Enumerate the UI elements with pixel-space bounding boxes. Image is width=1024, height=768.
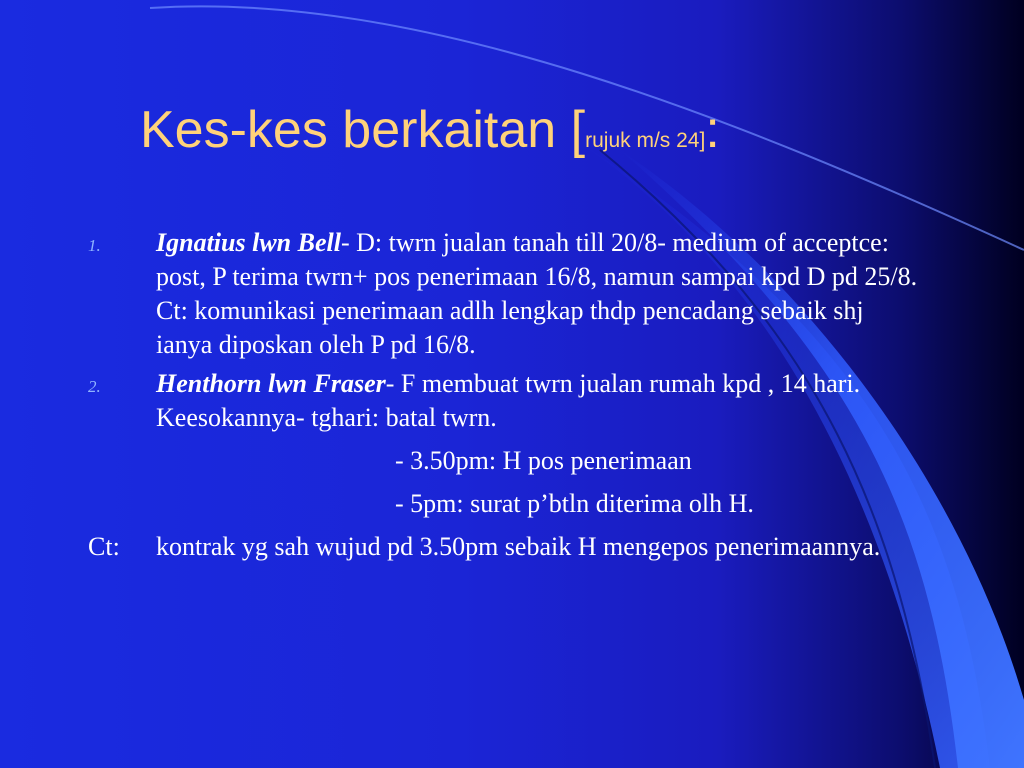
timeline-line-receipt: - 5pm: surat p’btln diterima olh H. [395,489,754,518]
conclusion-text: kontrak yg sah wujud pd 3.50pm sebaik H mengepos penerimaannya. [156,532,881,561]
timeline-line-posting: - 3.50pm: H pos penerimaan [395,446,692,475]
case-description [156,367,918,435]
item-number: 2. [88,377,101,396]
case-detail-text: - D: twrn jualan tanah till 20/8- medium of acceptce: post, P terima twrn+ pos penerimaan 16/8, namun sampai kpd D pd 25/8. Ct: komunikasi penerimaan adlh lengkap thdp pencadang sebaik shj ianya diposkan oleh P pd 16/8. [156,228,918,359]
case-item-henthorn [88,367,918,435]
case-item-ignatius [88,226,918,362]
conclusion-line [88,530,918,564]
slide-body [88,226,918,564]
case-description [156,226,918,362]
item-number: 1. [88,236,101,255]
case-name: Henthorn lwn Fraser [156,369,386,398]
case-name: Ignatius lwn Bell [156,228,341,257]
case-detail-text: - F membuat twrn jualan rumah kpd , 14 hari. Keesokannya- tghari: batal twrn. [156,369,861,432]
title-colon: : [705,101,720,159]
conclusion-label: Ct: [88,532,120,561]
slide-title [140,98,1000,173]
title-main-text: Kes-kes berkaitan [ [140,101,586,159]
title-page-reference: rujuk m/s 24] [585,129,706,152]
